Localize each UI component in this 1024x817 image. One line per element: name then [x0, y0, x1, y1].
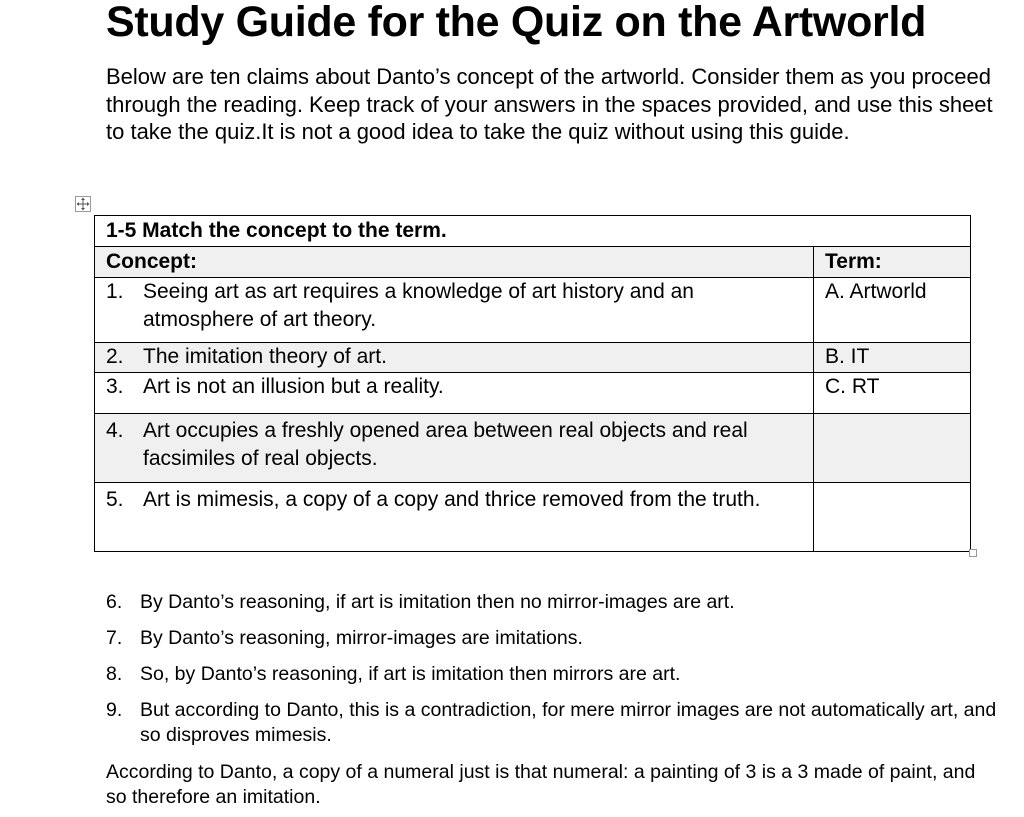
item-number: 3.: [106, 375, 124, 398]
concept-text: The imitation theory of art.: [143, 345, 387, 368]
term-header: Term:: [814, 247, 971, 278]
concept-cell: [95, 483, 814, 552]
question-number: 7.: [106, 627, 123, 649]
intro-paragraph: Below are ten claims about Danto’s concept of the artworld. Consider them as you proceed through the reading. Keep track of your answers in the spaces provided, and use this sheet to take the quiz.It is not a good idea to take the quiz without using this guide.: [106, 64, 993, 144]
item-number: 4.: [106, 419, 124, 442]
concept-text: Art is mimesis, a copy of a copy and thrice removed from the truth.: [143, 488, 761, 511]
question-text: So, by Danto’s reasoning, if art is imitation then mirrors are art.: [140, 663, 681, 685]
question-number: 9.: [106, 699, 123, 721]
concept-header: Concept:: [95, 247, 814, 278]
table-row: [95, 278, 971, 343]
list-item: [106, 590, 1006, 615]
concept-cell: [95, 373, 814, 414]
question-text: By Danto’s reasoning, mirror-images are imitations.: [140, 627, 583, 649]
concept-term-table: [94, 215, 971, 552]
question-number: 8.: [106, 663, 123, 685]
page-title: Study Guide for the Quiz on the Artworld: [106, 0, 927, 46]
list-item: [106, 662, 1006, 687]
question-number: 6.: [106, 591, 123, 613]
list-item: [106, 626, 1006, 651]
table-header-row: [95, 247, 971, 278]
table-move-handle-icon[interactable]: [75, 196, 91, 212]
concept-cell: [95, 343, 814, 373]
term-cell: A. Artworld: [814, 278, 971, 343]
item-number: 2.: [106, 345, 124, 368]
item-number: 5.: [106, 488, 124, 511]
term-cell: C. RT: [814, 373, 971, 414]
term-cell: [814, 414, 971, 483]
term-cell: [814, 483, 971, 552]
table-row: [95, 483, 971, 552]
concept-text: Art is not an illusion but a reality.: [143, 375, 444, 398]
list-item: [106, 698, 1006, 747]
concept-text: Seeing art as art requires a knowledge of art history and an atmosphere of art theory.: [143, 280, 694, 331]
item-number: 1.: [106, 280, 124, 303]
table-resize-handle[interactable]: [969, 549, 977, 557]
table-caption-row: [95, 216, 971, 247]
term-cell: B. IT: [814, 343, 971, 373]
table-row: [95, 414, 971, 483]
concept-cell: [95, 414, 814, 483]
table-row: [95, 343, 971, 373]
concept-text: Art occupies a freshly opened area between real objects and real facsimiles of real objects.: [143, 419, 748, 470]
question-text: But according to Danto, this is a contradiction, for mere mirror images are not automatically art, and so disproves mimesis.: [140, 699, 997, 746]
question-list: [106, 590, 1006, 759]
question-text: By Danto’s reasoning, if art is imitation then no mirror-images are art.: [140, 591, 735, 613]
closing-paragraph: According to Danto, a copy of a numeral just is that numeral: a painting of 3 is a 3 made of paint, and so therefore an imitation.: [106, 761, 976, 808]
table-caption: 1-5 Match the concept to the term.: [95, 216, 971, 247]
table-row: [95, 373, 971, 414]
concept-cell: [95, 278, 814, 343]
